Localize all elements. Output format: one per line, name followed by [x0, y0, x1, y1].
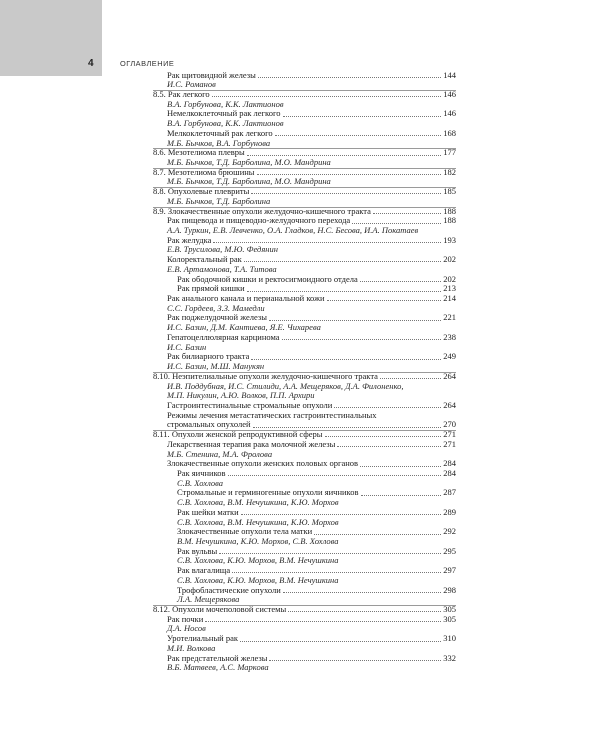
toc-authors: [153, 343, 456, 353]
author-names: М.И. Волкова: [167, 642, 216, 653]
entry-title: Рак поджелудочной железы: [167, 313, 267, 323]
section-divider: [153, 168, 456, 169]
section-number: 8.6.: [153, 147, 168, 158]
entry-title: Рак почки: [167, 614, 204, 624]
author-names: С.В. Хохлова: [177, 477, 224, 488]
entry-page-number: 214: [443, 293, 456, 304]
entry-title: Трофобластические опухоли: [177, 585, 281, 595]
author-names: С.С. Гордеев, З.З. Мамедли: [167, 302, 265, 313]
section-divider: [153, 187, 456, 188]
toc-authors: [153, 158, 456, 168]
toc-entry: [153, 207, 456, 217]
dot-leader: [251, 359, 441, 360]
entry-page-number: 305: [443, 613, 456, 624]
entry-title: Опухоли мочеполовой системы: [172, 605, 287, 615]
section-divider: [153, 430, 456, 431]
entry-page-number: 144: [443, 69, 456, 80]
table-of-contents: [153, 71, 456, 674]
dot-leader: [352, 223, 441, 224]
dot-leader: [283, 116, 442, 117]
entry-page-number: 287: [443, 487, 456, 498]
dot-leader: [241, 514, 442, 515]
toc-authors: [153, 139, 456, 149]
entry-page-number: 264: [443, 370, 456, 381]
dot-leader: [219, 553, 441, 554]
entry-title: Колоректальный рак: [167, 255, 242, 265]
entry-page-number: 284: [443, 467, 456, 478]
toc-authors: [153, 556, 456, 566]
author-names: А.А. Туркин, Е.В. Левченко, О.А. Гладков, Н.С. Бесова, И.А. Покатаев: [167, 225, 419, 235]
page-number: 4: [88, 58, 94, 69]
entry-title: Рак прямой кишки: [177, 284, 245, 294]
toc-authors: [153, 450, 456, 460]
author-names: И.С. Базин, М.Ш. Манукян: [167, 361, 265, 372]
entry-page-number: 271: [443, 438, 456, 449]
section-number: 8.10.: [153, 370, 173, 381]
section-number: 8.5.: [153, 88, 168, 99]
author-names: С.В. Хохлова, К.Ю. Морхов, В.М. Нечушкина: [177, 555, 339, 566]
dot-leader: [212, 96, 442, 97]
author-names: Е.В. Артамонова, Т.А. Титова: [167, 263, 277, 274]
section-number: 8.7.: [153, 166, 168, 177]
section-number: 8.11.: [153, 429, 172, 440]
dot-leader: [283, 592, 441, 593]
section-number: 8.9.: [153, 205, 168, 216]
toc-entry: [153, 459, 456, 469]
entry-title: Неэпителиальные опухоли желудочно-кишечного тракта: [172, 371, 378, 381]
entry-page-number: 188: [443, 205, 456, 216]
author-names: С.В. Хохлова, В.М. Нечушкина, К.Ю. Морхов: [177, 516, 339, 527]
entry-title: Опухолевые плевриты: [167, 187, 250, 197]
toc-authors: [153, 644, 456, 654]
entry-title: Мелкоклеточный рак легкого: [167, 128, 273, 138]
entry-page-number: 202: [443, 254, 456, 265]
dot-leader: [269, 660, 441, 661]
section-divider: [153, 90, 456, 91]
toc-entry: [153, 430, 456, 440]
toc-authors: [153, 245, 456, 255]
entry-title: Мезотелиома брюшины: [167, 167, 255, 177]
entry-page-number: 284: [443, 458, 456, 469]
entry-page-number: 238: [443, 331, 456, 342]
toc-authors: [153, 119, 456, 129]
dot-leader: [327, 300, 442, 301]
dot-leader: [314, 534, 441, 535]
entry-title: Рак яичников: [177, 468, 226, 478]
entry-page-number: 271: [443, 429, 456, 440]
entry-title: Рак пищевода и пищеводно-желудочного перехода: [167, 216, 351, 226]
toc-authors: [153, 537, 456, 547]
dot-leader: [269, 320, 441, 321]
entry-title: Опухоли женской репродуктивной сферы: [171, 430, 323, 440]
entry-page-number: 213: [443, 283, 456, 294]
toc-text-line: [153, 411, 456, 421]
author-names: М.Б. Бычков, В.А. Горбунова: [167, 137, 271, 148]
author-names: С.В. Хохлова, В.М. Нечушкина, К.Ю. Морхов: [177, 497, 339, 508]
entry-title: стромальных опухолей: [167, 420, 251, 430]
entry-page-number: 297: [443, 565, 456, 576]
author-names: И.В. Поддубная, И.С. Стилиди, А.А. Мещеряков, Д.А. Филоненко,: [167, 380, 404, 391]
dot-leader: [360, 466, 441, 467]
dot-leader: [213, 242, 441, 243]
author-names: В.А. Горбунова, К.К. Лактионов: [167, 98, 284, 109]
entry-page-number: 193: [443, 234, 456, 245]
toc-authors: [153, 226, 456, 236]
toc-authors: [153, 663, 456, 673]
entry-title: Злокачественные опухоли желудочно-кишечного тракта: [167, 206, 371, 216]
entry-page-number: 177: [443, 147, 456, 158]
dot-leader: [253, 427, 442, 428]
author-names: В.А. Горбунова, К.К. Лактионов: [167, 118, 284, 129]
dot-leader: [244, 261, 441, 262]
dot-leader: [257, 174, 442, 175]
toc-entry: [153, 275, 456, 285]
entry-page-number: 295: [443, 545, 456, 556]
entry-title: Рак желудка: [167, 235, 212, 245]
toc-authors: [153, 323, 456, 333]
dot-leader: [258, 77, 441, 78]
toc-authors: [153, 177, 456, 187]
dot-leader: [275, 135, 442, 136]
entry-page-number: 289: [443, 506, 456, 517]
author-names: И.С. Романов: [167, 79, 216, 90]
toc-authors: [153, 304, 456, 314]
entry-page-number: 298: [443, 584, 456, 595]
toc-authors: [153, 100, 456, 110]
section-number: 8.8.: [153, 186, 168, 197]
entry-title: Гастроинтестинальные стромальные опухоли: [167, 400, 333, 410]
entry-page-number: 332: [443, 652, 456, 663]
entry-title-part: Режимы лечения метастатических гастроинтестинальных: [167, 409, 377, 420]
author-names: С.В. Хохлова, К.Ю. Морхов, В.М. Нечушкина: [177, 574, 339, 585]
author-names: М.Б. Бычков, Т.Д. Барболина, М.О. Мандрина: [167, 156, 331, 167]
author-names: М.Б. Бычков, Т.Д. Барболина, М.О. Мандрина: [167, 176, 331, 187]
entry-title: Рак анального канала и перианальной кожи: [167, 294, 325, 304]
toc-authors: [153, 391, 456, 401]
author-names: М.Б. Бычков, Т.Д. Барболина: [167, 195, 271, 206]
section-divider: [153, 148, 456, 149]
running-head: ОГЛАВЛЕНИЕ: [120, 59, 175, 68]
dot-leader: [288, 611, 441, 612]
toc-authors: [153, 80, 456, 90]
author-names: И.С. Базин, Д.М. Кантиева, Я.Е. Чихарева: [167, 322, 321, 333]
entry-title: Рак ободочной кишки и ректосигмоидного отдела: [177, 274, 358, 284]
entry-page-number: 185: [443, 186, 456, 197]
author-names: М.Б. Стенина, М.А. Фролова: [167, 448, 273, 459]
entry-title: Стромальные и герминогенные опухоли яичников: [177, 488, 359, 498]
section-divider: [153, 207, 456, 208]
toc-authors: [153, 197, 456, 207]
entry-title: Злокачественные опухоли тела матки: [177, 527, 313, 537]
entry-page-number: 270: [443, 419, 456, 430]
dot-leader: [373, 213, 441, 214]
toc-authors: [153, 595, 456, 605]
entry-page-number: 202: [443, 273, 456, 284]
dot-leader: [232, 572, 441, 573]
author-names: Е.В. Трусилова, М.Ю. Федянин: [167, 244, 278, 255]
toc-authors: [153, 362, 456, 372]
entry-page-number: 310: [443, 633, 456, 644]
entry-title: Рак билиарного тракта: [167, 352, 250, 362]
dot-leader: [247, 291, 442, 292]
entry-page-number: 168: [443, 127, 456, 138]
dot-leader: [282, 339, 442, 340]
toc-authors: [153, 498, 456, 508]
dot-leader: [334, 407, 441, 408]
entry-title: Злокачественные опухоли женских половых органов: [167, 459, 359, 469]
author-names: В.М. Нечушкина, К.Ю. Морхов, С.В. Хохлова: [177, 536, 339, 546]
author-names: М.П. Никулин, А.Ю. Волков, П.П. Архири: [167, 390, 315, 401]
section-divider: [153, 372, 456, 373]
entry-title: Гепатоцеллюлярная карцинома: [167, 332, 280, 342]
entry-page-number: 264: [443, 399, 456, 410]
toc-authors: [153, 576, 456, 586]
author-names: Д.А. Носов: [167, 623, 206, 634]
entry-title: Мезотелиома плевры: [167, 148, 245, 158]
dot-leader: [380, 378, 441, 379]
dot-leader: [360, 281, 442, 282]
entry-title: Рак щитовидной железы: [167, 70, 256, 80]
dot-leader: [240, 641, 441, 642]
entry-page-number: 146: [443, 108, 456, 119]
toc-authors: [153, 479, 456, 489]
toc-entry: [153, 420, 456, 430]
dot-leader: [247, 155, 441, 156]
entry-page-number: 221: [443, 312, 456, 323]
entry-page-number: 188: [443, 215, 456, 226]
gray-corner-tab: [0, 0, 102, 76]
dot-leader: [325, 436, 442, 437]
entry-title: Немелкоклеточный рак легкого: [167, 109, 281, 119]
author-names: И.С. Базин: [167, 341, 207, 352]
toc-authors: [153, 518, 456, 528]
dot-leader: [205, 621, 441, 622]
author-names: В.Б. Матвеев, А.С. Маркова: [167, 662, 269, 673]
entry-title: Рак вульвы: [177, 546, 218, 556]
dot-leader: [361, 495, 442, 496]
section-number: 8.12.: [153, 604, 173, 615]
entry-page-number: 146: [443, 88, 456, 99]
dot-leader: [251, 193, 441, 194]
toc-entry: [153, 284, 456, 294]
entry-page-number: 182: [443, 166, 456, 177]
entry-title: Рак шейки матки: [177, 507, 239, 517]
entry-page-number: 249: [443, 351, 456, 362]
dot-leader: [337, 446, 441, 447]
section-divider: [153, 605, 456, 606]
dot-leader: [228, 475, 442, 476]
toc-authors: [153, 265, 456, 275]
entry-page-number: 292: [443, 526, 456, 537]
author-names: Л.А. Мещерякова: [177, 594, 240, 605]
entry-page-number: 305: [443, 604, 456, 615]
entry-title: Уротелиальный рак: [167, 634, 238, 644]
entry-title: Рак предстательной железы: [167, 653, 268, 663]
toc-authors: [153, 624, 456, 634]
entry-title: Рак легкого: [167, 89, 210, 99]
entry-title: Лекарственная терапия рака молочной железы: [167, 439, 336, 449]
entry-title: Рак влагалища: [177, 566, 231, 576]
toc-entry: [153, 605, 456, 615]
